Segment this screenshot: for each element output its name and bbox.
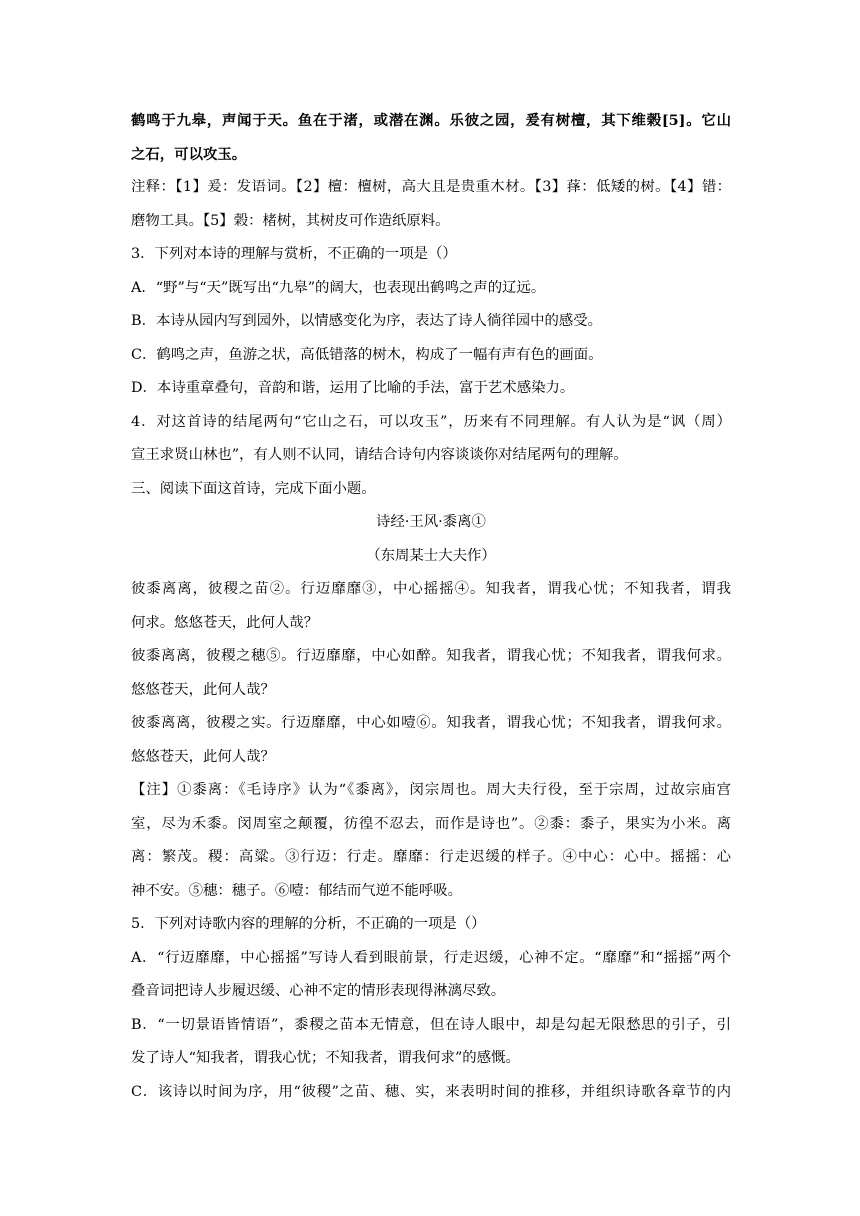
text-line: 磨物工具。【5】榖：楮树，其树皮可作造纸原料。 <box>131 212 450 229</box>
text-line: 鹤鸣于九皋，声闻于天。鱼在于渚，或潜在渊。乐彼之园，爰有树檀，其下维榖[5]。它山 <box>131 112 731 129</box>
text-line: 三、阅读下面这首诗，完成下面小题。 <box>131 480 376 497</box>
text-line: A．“野”与“天”既写出“九皋”的阔大，也表现出鹤鸣之声的辽远。 <box>131 279 546 296</box>
text-line: 诗经·王风·黍离① <box>376 514 486 530</box>
text-line: 彼黍离离，彼稷之苗②。行迈靡靡③，中心摇摇④。知我者，谓我心忧；不知我者，谓我 <box>131 581 731 597</box>
text-line: A．“行迈靡靡，中心摇摇”写诗人看到眼前景，行走迟缓，心神不定。“靡靡”和“摇摇”两个 <box>131 949 731 966</box>
text-line: 4．对这首诗的结尾两句“它山之石，可以攻玉”，历来有不同理解。有人认为是“讽（周） <box>131 413 731 430</box>
text-line: 之石，可以攻玉。 <box>131 145 247 163</box>
text-line: 宣王求贤山林也”，有人则不认同，请结合诗句内容谈谈你对结尾两句的理解。 <box>131 447 628 463</box>
text-line: 彼黍离离，彼稷之实。行迈靡靡，中心如噎⑥。知我者，谓我心忧；不知我者，谓我何求。 <box>131 715 731 731</box>
text-line: 叠音词把诗人步履迟缓、心神不定的情形表现得淋漓尽致。 <box>131 983 506 999</box>
text-line: 【注】①黍离：《毛诗序》认为“《黍离》，闵宗周也。周大夫行役，至于宗周，过故宗庙宫 <box>131 782 731 798</box>
text-line: 室，尽为禾黍。闵周室之颠覆，彷徨不忍去，而作是诗也”。②黍：黍子，果实为小米。离 <box>131 815 731 832</box>
text-line: 注释：【1】爰：发语词。【2】檀：檀树，高大且是贵重木材。【3】萚：低矮的树。【4】错： <box>131 179 731 195</box>
text-line: 离：繁茂。稷：高粱。③行迈：行走。靡靡：行走迟缓的样子。④中心：心中。摇摇：心 <box>131 849 731 865</box>
text-line: B．“一切景语皆情语”，黍稷之苗本无情意，但在诗人眼中，却是勾起无限愁思的引子，引 <box>131 1016 731 1033</box>
document-body <box>131 104 731 1109</box>
text-line: （东周某士大夫作） <box>366 547 496 564</box>
text-line: 何求。悠悠苍天，此何人哉？ <box>131 614 319 631</box>
text-line: C．鹤鸣之声，鱼游之状，高低错落的树木，构成了一幅有声有色的画面。 <box>131 346 603 363</box>
text-line: D．本诗重章叠句，音韵和谐，运用了比喻的手法，富于艺术感染力。 <box>131 380 575 396</box>
text-line: 3．下列对本诗的理解与赏析，不正确的一项是（） <box>131 246 457 262</box>
text-line: 彼黍离离，彼稷之穗⑤。行迈靡靡，中心如醉。知我者，谓我心忧；不知我者，谓我何求。 <box>131 648 731 664</box>
text-line: 5．下列对诗歌内容的理解的分析，不正确的一项是（） <box>131 916 486 932</box>
text-line: 发了诗人“知我者，谓我心忧；不知我者，谓我何求”的感慨。 <box>131 1050 520 1066</box>
text-line: 神不安。⑤穗：穗子。⑥噎：郁结而气逆不能呼吸。 <box>131 882 462 899</box>
text-line: 悠悠苍天，此何人哉？ <box>131 681 275 698</box>
text-line: B．本诗从园内写到园外，以情感变化为序，表达了诗人徜徉园中的感受。 <box>131 313 603 329</box>
text-line: C．该诗以时间为序，用“彼稷”之苗、穗、实，来表明时间的推移，并组织诗歌各章节的内 <box>131 1083 731 1100</box>
text-line: 悠悠苍天，此何人哉？ <box>131 748 275 765</box>
